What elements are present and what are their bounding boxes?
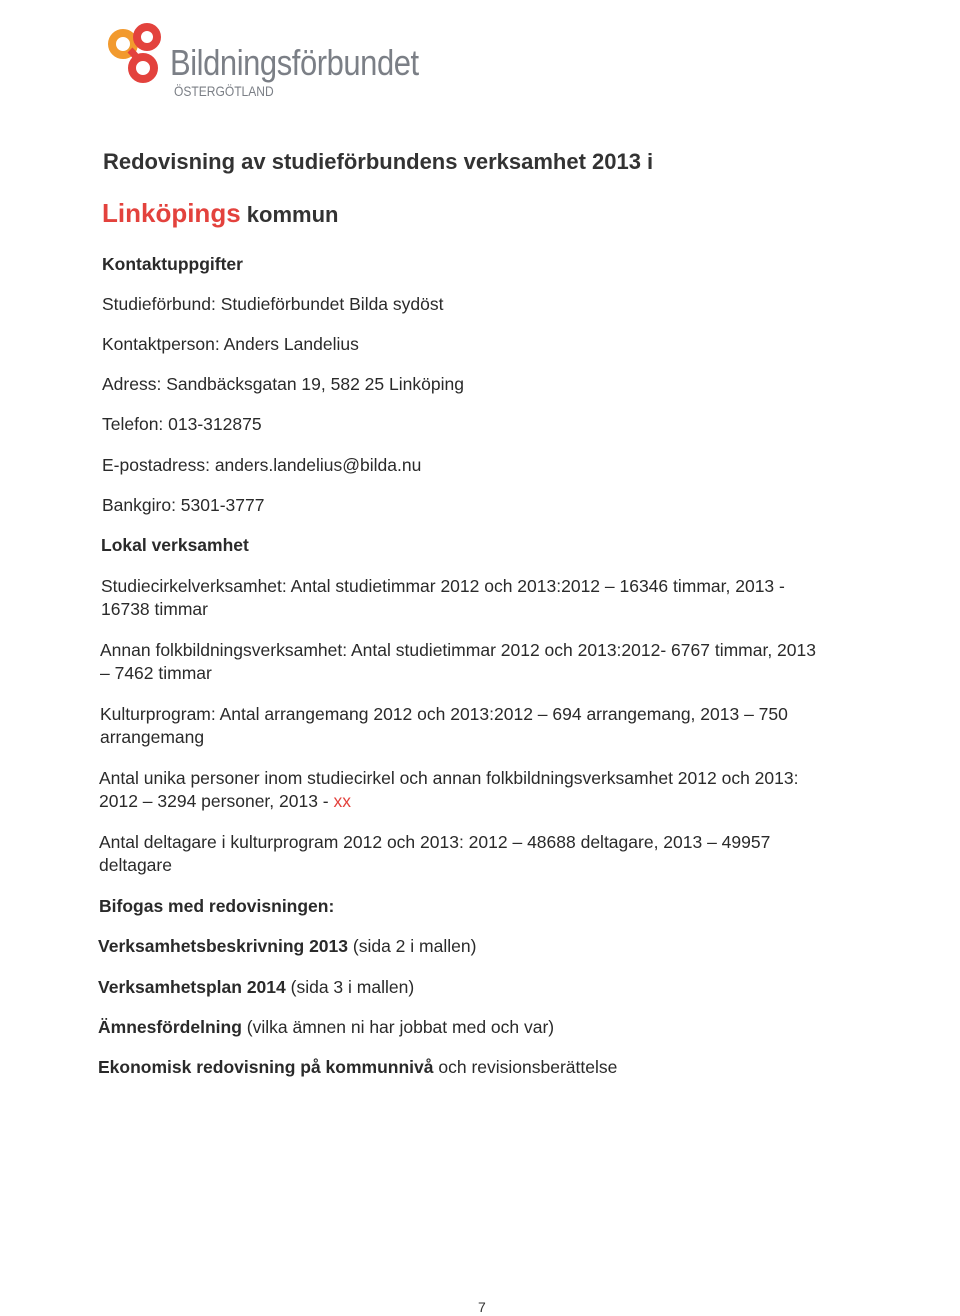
municipality-suffix: kommun: [246, 202, 339, 227]
kultur-line1: Kulturprogram: Antal arrangemang 2012 och 2013:2012 – 694 arrangemang, 2013 – 750: [100, 704, 788, 724]
contact-email: E-postadress: anders.landelius@bilda.nu: [102, 455, 422, 475]
deltagare-line1: Antal deltagare i kulturprogram 2012 och 2013: 2012 – 48688 deltagare, 2013 – 49957: [99, 832, 771, 852]
attachment-item: [98, 936, 476, 957]
bildningsforbundet-logo-icon: [100, 20, 170, 90]
logo: [100, 20, 460, 100]
attachment-item: [98, 1057, 617, 1078]
logo-name: Bildningsförbundet: [170, 42, 419, 83]
contact-bankgiro: Bankgiro: 5301-3777: [102, 495, 265, 515]
attachment-item-bold: Ekonomisk redovisning på kommunnivå: [98, 1057, 434, 1077]
attachment-item-rest: (sida 3 i mallen): [285, 977, 415, 997]
attachments-heading: Bifogas med redovisningen:: [99, 896, 335, 916]
logo-region: ÖSTERGÖTLAND: [174, 83, 274, 99]
kultur-line2: arrangemang: [100, 727, 205, 747]
page-title: Redovisning av studieförbundens verksamhet 2013 i: [103, 149, 654, 174]
studiecirkel-line2: 16738 timmar: [101, 599, 208, 619]
attachment-item-rest: och revisionsberättelse: [433, 1057, 618, 1077]
local-heading: Lokal verksamhet: [101, 535, 249, 555]
annan-line2: – 7462 timmar: [100, 663, 212, 683]
unika-line2-text: 2012 – 3294 personer, 2013 -: [99, 791, 334, 811]
attachment-item-bold: Verksamhetsbeskrivning 2013: [98, 936, 349, 956]
contact-phone: Telefon: 013-312875: [102, 414, 262, 434]
municipality-title: [102, 198, 338, 229]
attachment-item-rest: (sida 2 i mallen): [348, 936, 477, 956]
municipality-name: Linköpings: [102, 198, 241, 228]
contact-person: Kontaktperson: Anders Landelius: [102, 334, 359, 354]
unika-line1: Antal unika personer inom studiecirkel och annan folkbildningsverksamhet 2012 och 2013:: [99, 768, 799, 788]
attachment-item: [98, 1017, 554, 1038]
unika-line2: [99, 791, 351, 812]
attachment-item-bold: Verksamhetsplan 2014: [98, 977, 286, 997]
studiecirkel-line1: Studiecirkelverksamhet: Antal studietimmar 2012 och 2013:2012 – 16346 timmar, 2013 -: [101, 576, 785, 596]
contact-heading: Kontaktuppgifter: [102, 254, 243, 274]
deltagare-line2: deltagare: [99, 855, 172, 875]
unika-placeholder: xx: [333, 791, 351, 811]
contact-address: Adress: Sandbäcksgatan 19, 582 25 Linköping: [102, 374, 464, 394]
annan-line1: Annan folkbildningsverksamhet: Antal studietimmar 2012 och 2013:2012- 6767 timmar, 2013: [100, 640, 816, 660]
page-number: 7: [478, 1299, 486, 1315]
contact-studieforbund: Studieförbund: Studieförbundet Bilda sydöst: [102, 294, 444, 314]
attachment-item-bold: Ämnesfördelning: [98, 1017, 242, 1037]
attachment-item-rest: (vilka ämnen ni har jobbat med och var): [241, 1017, 555, 1037]
attachment-item: [98, 977, 414, 998]
